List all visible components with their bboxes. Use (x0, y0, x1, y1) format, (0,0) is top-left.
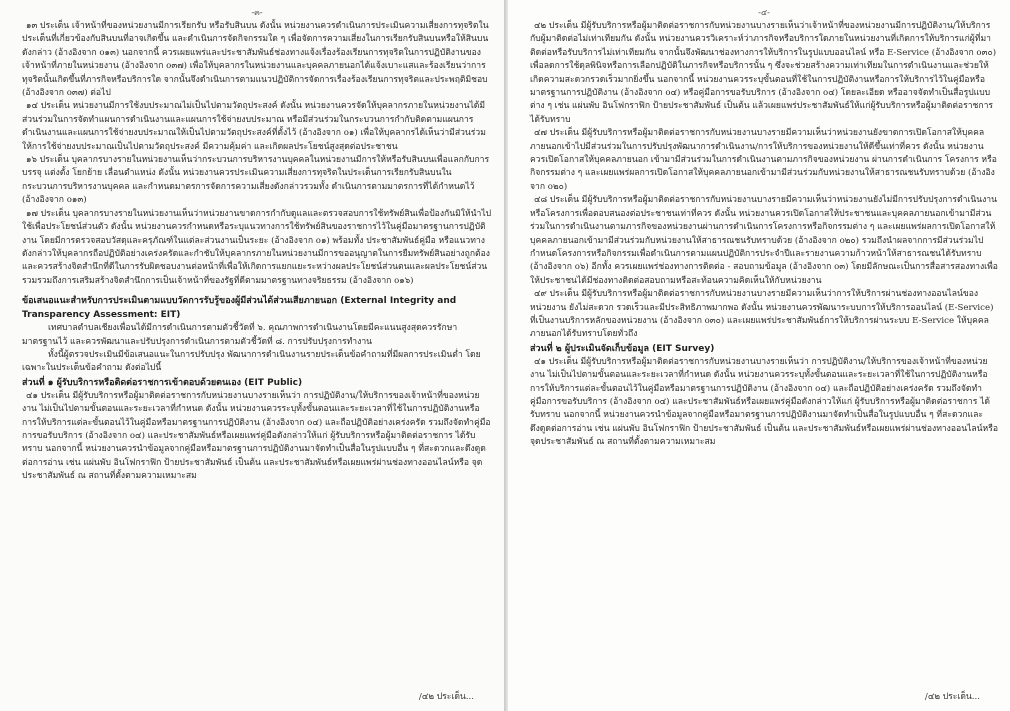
paragraph-item-13: ๑๓ ประเด็น เจ้าหน้าที่ของหน่วยงานมีการเรียกรับ หรือรับสินบน ดังนั้น หน่วยงานควรดำเนินการประเมินความเสี่ยงการทุจริตในประเด็นที่เกี่ยวข้องกับสินบนที่อาจเกิดขึ้น และดำเนินการจัดกิจกรรมใด ๆ เพื่อจัดการความเสี่ยงในการเรียกรับสินบนหรือให้สินบนดังกล่าว (อ้างอิงจาก o๑๓) นอกจากนี้ ควรเผยแพร่และประชาสัมพันธ์ช่องทางแจ้งเรื่องร้องเรียนการทุจริตในการปฏิบัติงานของเจ้าหน้าที่ภายในหน่วยงาน (อ้างอิงจาก o๓๗) เพื่อให้บุคลากรในหน่วยงานและบุคคลภายนอกได้แจ้งเบาะแสและร้องเรียนว่าการทุจริตนั้นเกิดขึ้นที่ภารกิจหรือบริการใด จากนั้นจึงดำเนินการตามแนวปฏิบัติการจัดการเรื่องร้องเรียนการทุจริตและประพฤติมิชอบ (อ้างอิงจาก o๓๗) ต่อไป (22, 21, 489, 99)
paragraph-eit-summary: เทศบาลตำบลเชียงเพื่อนได้มีการดำเนินการตามตัวชี้วัดที่ ๖. คุณภาพการดำเนินงานโดยมีคะแนนสูงสุดควรรักษามาตรฐานไว้ และควรพัฒนาและปรับปรุงการดำเนินการตามตัวชี้วัดที่ ๘. การปรับปรุงการทำงาน (22, 323, 458, 347)
paragraph-item-e1: ๔๑ ประเด็น มีผู้รับบริการหรือผู้มาติดต่อราชการกับหน่วยงานบางรายเห็นว่า การปฏิบัติงาน/ให้บริการของเจ้าหน้าที่ของหน่วยงาน ไม่เป็นไปตามขั้นตอนและระยะเวลาที่กำหนด ดังนั้น หน่วยงานควรระบุทั้งขั้นตอนและระยะเวลาที่ใช้ในการปฏิบัติงานหรือการให้บริการแต่ละขั้นตอนไว้ในคู่มือหรือมาตรฐานการปฏิบัติงาน (อ้างอิงจาก o๔) และถือปฏิบัติอย่างเคร่งครัด รวมถึงจัดทำคู่มือการขอรับบริการ (อ้างอิงจาก o๔) และประชาสัมพันธ์หรือเผยแพร่คู่มือดังกล่าวให้แก่ ผู้รับบริการหรือผู้มาติดต่อราชการ ได้รับทราบ นอกจากนี้ หน่วยงานควรนำข้อมูลจากคู่มือหรือมาตรฐานการปฏิบัติงานมาจัดทำเป็นสื่อในรูปแบบอื่น ๆ ที่สะดวกและดึงดูดต่อการอ่าน เช่น แผ่นพับ อินโฟกราฟิก ป้ายประชาสัมพันธ์ เป็นต้น และประชาสัมพันธ์หรือเผยแพร่ผ่านช่องทางออนไลน์หรือ จุดประชาสัมพันธ์ ณ สถานที่ตั้งตามความเหมาะสม (22, 390, 491, 482)
paragraph-eit-note: ทั้งนี้ผู้ตรวจประเมินมีข้อเสนอแนะในการปรับปรุง พัฒนาการดำเนินงานรายประเด็นข้อคำถามที่มีผลการประเมินต่ำ โดยเฉพาะในประเด็นข้อคำถาม ดังต่อไปนี้ (22, 349, 481, 374)
page-footer-continuation: /๔๒ ประเด็น... (924, 692, 980, 702)
page-number: -๓- (251, 8, 263, 17)
subheading-part-2: ส่วนที่ ๒ ผู้ประเมินจัดเก็บข้อมูล (EIT Survey) (530, 343, 715, 354)
page-footer-continuation: /๔๒ ประเด็น... (418, 692, 474, 702)
section-heading-eit: ข้อเสนอแนะสำหรับการประเมินตามแบบวัดการรับรู้ของผู้มีส่วนได้ส่วนเสียภายนอก (External Integrity and Transparency Assessment: EIT) (22, 296, 457, 321)
document-page-left (0, 0, 504, 711)
paragraph-item-14: ๑๔ ประเด็น หน่วยงานมีการใช้งบประมาณไม่เป็นไปตามวัตถุประสงค์ ดังนั้น หน่วยงานควรจัดให้บุคลากรภายในหน่วยงานได้มีส่วนร่วมในการจัดทำแผนการดำเนินงานและแผนการใช้จ่ายงบประมาณ หรือมีส่วนร่วมในกระบวนการกำกับติดตามแผนการดำเนินงานและแผนการใช้จ่ายงบประมาณให้เป็นไปตามวัตถุประสงค์ที่ตั้งไว้ (อ้างอิงจาก o๑) เพื่อให้บุคลากรได้เห็นว่ามีส่วนร่วมให้การใช้จ่ายงบประมาณเป็นไปตามวัตถุประสงค์ มีความคุ้มค่า และเกิดผลประโยชน์สูงสุดต่อประชาชน (22, 101, 486, 152)
page-number: -๔- (758, 8, 770, 17)
document-page-right (508, 0, 1010, 711)
paragraph-item-survey-e1: ๔๑ ประเด็น มีผู้รับบริการหรือผู้มาติดต่อราชการกับหน่วยงานบางรายเห็นว่า การปฏิบัติงาน/ให้บริการของเจ้าหน้าที่ของหน่วยงาน ไม่เป็นไปตามขั้นตอนและระยะเวลาที่กำหนด ดังนั้น หน่วยงานควรระบุทั้งขั้นตอนและระยะเวลาที่ใช้ในการปฏิบัติงานหรือการให้บริการแต่ละขั้นตอนไว้ในคู่มือหรือมาตรฐานการปฏิบัติงาน (อ้างอิงจาก o๔) และถือปฏิบัติอย่างเคร่งครัด รวมถึงจัดทำคู่มือการขอรับบริการ (อ้างอิงจาก o๔) และประชาสัมพันธ์หรือเผยแพร่คู่มือดังกล่าวให้แก่ ผู้รับบริการหรือผู้มาติดต่อราชการ ได้รับทราบ นอกจากนี้ หน่วยงานควรนำข้อมูลจากคู่มือหรือมาตรฐานการปฏิบัติงานมาจัดทำเป็นสื่อในรูปแบบอื่น ๆ ที่สะดวกและดึงดูดต่อการอ่าน เช่น แผ่นพับ อินโฟกราฟิก ป้ายประชาสัมพันธ์ เป็นต้น และประชาสัมพันธ์หรือเผยแพร่ผ่านช่องทางออนไลน์หรือ จุดประชาสัมพันธ์ ณ สถานที่ตั้งตามความเหมาะสม (530, 356, 998, 448)
paragraph-item-17: ๑๗ ประเด็น บุคลากรบางรายในหน่วยงานเห็นว่าหน่วยงานขาดการกำกับดูแลและตรวจสอบการใช้ทรัพย์สินเพื่อป้องกันมิให้นำไปใช้เพื่อประโยชน์ส่วนตัว ดังนั้น หน่วยงานควรกำหนดหรือระบุแนวทางการใช้ทรัพย์สินของราชการไว้ในคู่มือมาตรฐานการปฏิบัติงาน โดยมีการตรวจสอบวัสดุและครุภัณฑ์ในแต่ละส่วนงานเป็นระยะ (อ้างอิงจาก o๑) พร้อมทั้ง ประชาสัมพันธ์คู่มือ หรือแนวทางดังกล่าวให้บุคลากรถือปฏิบัติอย่างเคร่งครัดและกำชับให้บุคลากรภายในหน่วยงานมีการขออนุญาตในการยืมทรัพย์สินอย่างถูกต้อง และควรสร้างจิตสำนึกที่ดีในการรับผิดชอบงานต่อหน้าที่เพื่อให้เกิดการแยกแยะระหว่างผลประโยชน์ส่วนตนและผลประโยชน์ส่วนรวมรวมถึงการเสริมสร้างจิตสำนึกการเป็นเจ้าหน้าที่ของรัฐที่ดีตามมาตรฐานทางจริยธรรม (อ้างอิงจาก o๑๖) (22, 208, 492, 286)
paragraph-item-e7: ๔๗ ประเด็น มีผู้รับบริการหรือผู้มาติดต่อราชการกับหน่วยงานบางรายมีความเห็นว่าหน่วยงานยังขาดการเปิดโอกาสให้บุคคลภายนอกเข้าไปมีส่วนร่วมในการปรับปรุงพัฒนาการดำเนินงาน/การให้บริการของหน่วยงานให้ดีขึ้นเท่าที่ควร ดังนั้น หน่วยงานควรเปิดโอกาสให้บุคคลภายนอก เข้ามามีส่วนร่วมในการดำเนินงานตามภารกิจของหน่วยงาน ผ่านการดำเนินการ โครงการ หรือกิจกรรมต่าง ๆ และเผยแพร่ผลการเปิดโอกาสให้บุคคลภายนอกเข้ามามีส่วนร่วมกับหน่วยงานให้สาธารณชนรับทราบด้วย (อ้างอิงจาก o๒๐) (530, 128, 997, 192)
paragraph-item-e8: ๔๘ ประเด็น มีผู้รับบริการหรือผู้มาติดต่อราชการกับหน่วยงานบางรายมีความเห็นว่าหน่วยงานยังไม่มีการปรับปรุงการดำเนินงานหรือโครงการเพื่อตอบสนองต่อประชาชนเท่าที่ควร ดังนั้น หน่วยงานควรเปิดโอกาสให้ประชาชนและบุคคลภายนอกเข้ามามีส่วนร่วมในการดำเนินงานตามภารกิจของหน่วยงานผ่านการดำเนินการโครงการหรือกิจกรรมต่าง ๆ และเผยแพร่ผลการเปิดโอกาสให้บุคคลภายนอกเข้ามามีส่วนร่วมกับหน่วยงานให้สาธารณชนรับทราบด้วย (อ้างอิงจาก o๒๐) รวมถึงนำผลจากการมีส่วนร่วมไปกำหนดโครงการหรือกิจกรรมเพื่อดำเนินการตามแผนปฏิบัติการประจำปีและรายงานความก้าวหน้าให้สาธารณชนได้รับทราบ (อ้างอิงจาก o๖) อีกทั้ง ควรเผยแพร่ช่องทางการติดต่อ - สอบถามข้อมูล (อ้างอิงจาก o๓) โดยมีลักษณะเป็นการสื่อสารสองทางเพื่อให้ประชาชนได้มีช่องทางติดต่อสอบถามหรือสะท้อนความคิดเห็นให้กับหน่วยงาน (530, 195, 998, 286)
subheading-part-1: ส่วนที่ ๑ ผู้รับบริการหรือติดต่อราชการเข้าตอบด้วยตนเอง (EIT Public) (22, 377, 303, 388)
paragraph-item-e2: ๔๒ ประเด็น มีผู้รับบริการหรือผู้มาติดต่อราชการกับหน่วยงานบางรายเห็นว่าเจ้าหน้าที่ของหน่วยงานมีการปฏิบัติงาน/ให้บริการกับผู้มาติดต่อไม่เท่าเทียมกัน ดังนั้น หน่วยงานควรวิเคราะห์ว่าภารกิจหรือบริการใดภายในหน่วยงานที่เกิดการให้บริการแก่ผู้ที่มาติดต่อหรือรับบริการไม่เท่าเทียมกัน จากนั้นจึงพัฒนาช่องทางการให้บริการในรูปแบบออนไลน์ หรือ E-Service (อ้างอิงจาก o๓๐) เพื่อลดการใช้ดุลพินิจหรือการเลือกปฏิบัติในภารกิจหรือบริการนั้น ๆ ซึ่งจะช่วยสร้างความเท่าเทียมในการดำเนินงานและช่วยให้เกิดความสะดวกรวดเร็วมากยิ่งขึ้น นอกจากนี้ หน่วยงานควรระบุขั้นตอนที่ใช้ในการปฏิบัติงานหรือการให้บริการไว้ในคู่มือหรือมาตรฐานการปฏิบัติงาน (อ้างอิงจาก o๔) หรือคู่มือการขอรับบริการ (อ้างอิงจาก o๔) โดยละเอียด หรืออาจจัดทำเป็นสื่อรูปแบบต่าง ๆ เช่น แผ่นพับ อินโฟกราฟิก ป้ายประชาสัมพันธ์ เป็นต้น แล้วเผยแพร่ประชาสัมพันธ์ให้แก่ผู้รับบริการหรือผู้มาติดต่อราชการ ได้รับทราบ (530, 21, 997, 125)
paragraph-item-16: ๑๖ ประเด็น บุคลากรบางรายในหน่วยงานเห็นว่ากระบวนการบริหารงานบุคคลในหน่วยงานมีการให้หรือรับสินบนเพื่อแลกกับการบรรจุ แต่งตั้ง โยกย้าย เลื่อนตำแหน่ง ดังนั้น หน่วยงานควรประเมินความเสี่ยงการทุจริตในประเด็นการเรียกรับสินบนในกระบวนการบริหารงานบุคคล และกำหนดมาตรการจัดการความเสี่ยงดังกล่าวรวมทั้ง ดำเนินการตามมาตรการที่ได้กำหนดไว้ (อ้างอิงจาก o๑๓) (22, 155, 490, 206)
paragraph-item-e9: ๔๙ ประเด็น มีผู้รับบริการหรือผู้มาติดต่อราชการกับหน่วยงานบางรายมีความเห็นว่าการให้บริการผ่านช่องทางออนไลน์ของหน่วยงาน ยังไม่สะดวก รวดเร็วและมีประสิทธิภาพมากพอ ดังนั้น หน่วยงานควรพัฒนาระบบการให้บริการออนไลน์ (E-Service) ที่เป็นงานบริการหลักของหน่วยงาน (อ้างอิงจาก o๓๐) และเผยแพร่ประชาสัมพันธ์การให้บริการผ่านระบบ E-Service ให้บุคคลภายนอกได้รับทราบโดยทั่วถึง (530, 289, 994, 340)
